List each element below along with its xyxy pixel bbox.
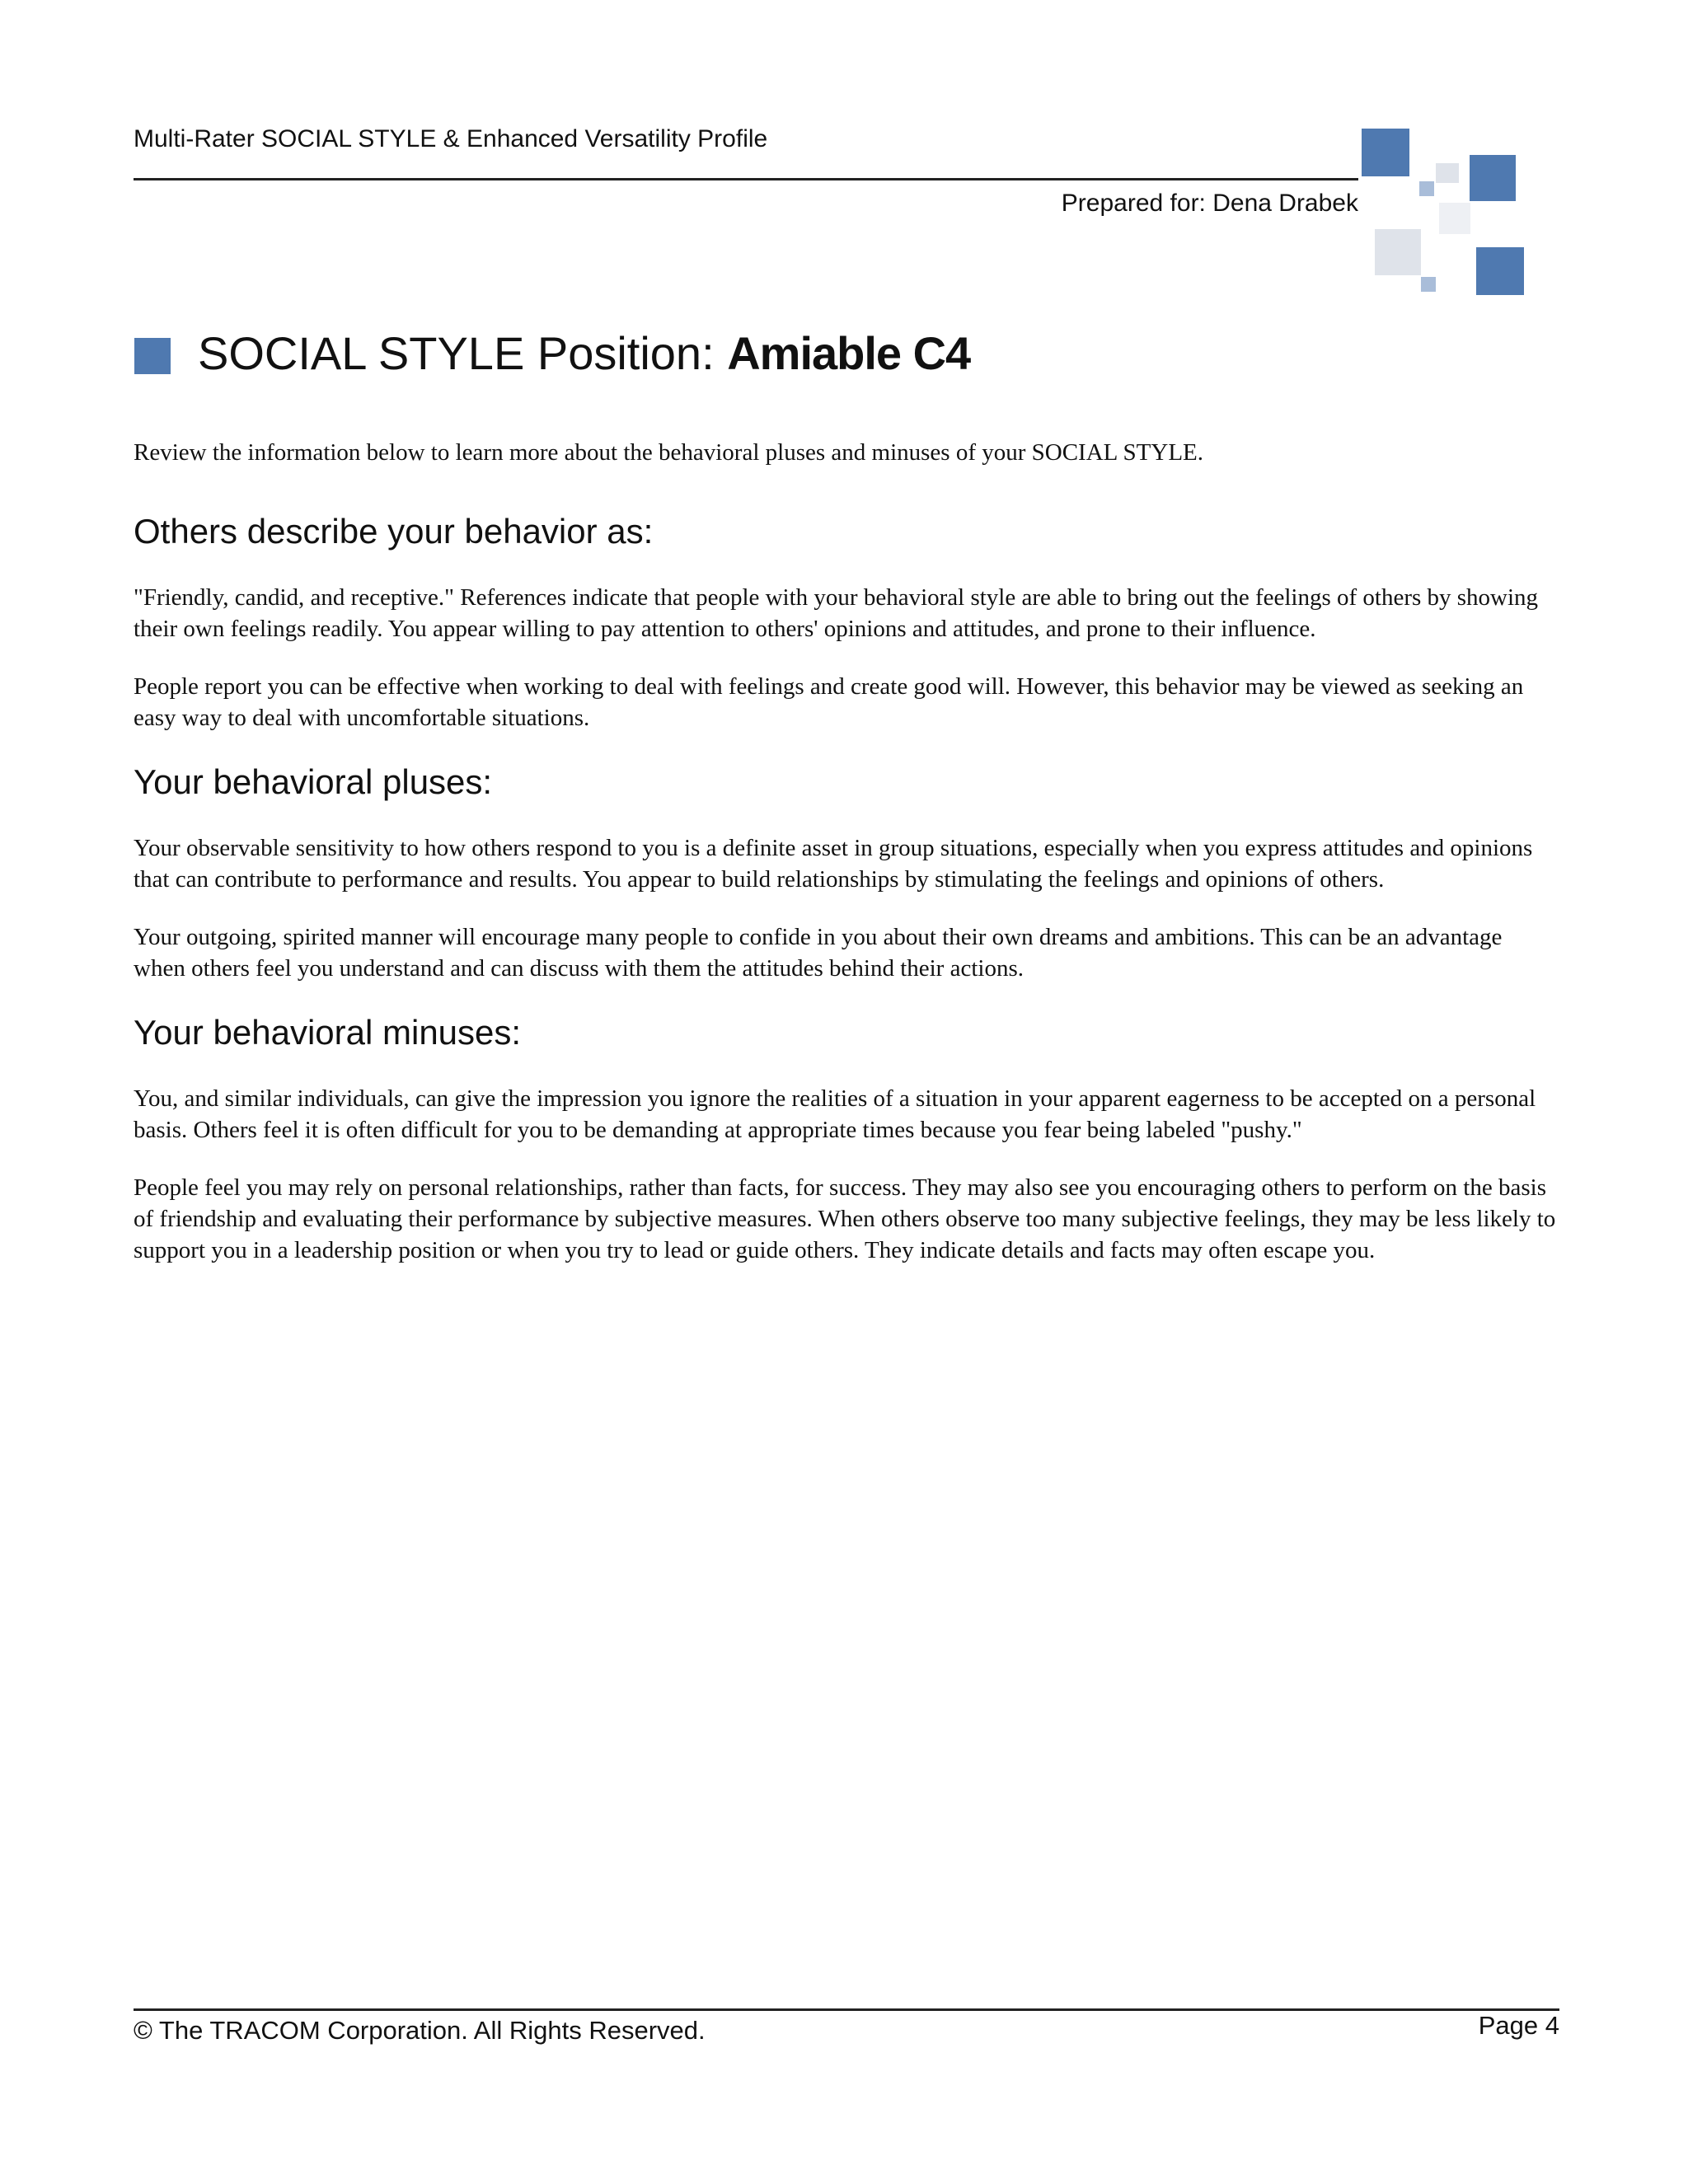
header-title: Multi-Rater SOCIAL STYLE & Enhanced Versatility Profile [134, 125, 768, 152]
page-title [198, 326, 970, 380]
prepared-for: Prepared for: Dena Drabek [1061, 190, 1358, 217]
section-heading: Your behavioral minuses: [134, 1013, 522, 1052]
paragraph: You, and similar individuals, can give the impression you ignore the realities of a situation in your apparent eagerness to be accepted on a personal basis. Others feel it is often difficult for you to be demanding at appropriate times because you fear being labeled "pushy." [134, 1085, 1536, 1143]
logo-square [1419, 181, 1434, 196]
paragraph: People feel you may rely on personal relationships, rather than facts, for success. They may also see you encouraging others to perform on the basis of friendship and evaluating their performance by subjective measures. When others observe too many subjective feelings, they may be less likely to support you in a leadership position or when you try to lead or guide others. They indicate details and facts may often escape you. [134, 1174, 1556, 1263]
brand-squares-logo [1360, 124, 1550, 305]
logo-square [1476, 247, 1524, 295]
paragraph: "Friendly, candid, and receptive." References indicate that people with your behavioral style are able to bring out the feelings of others by showing their own feelings readily. You appear willing to pay attention to others' opinions and attitudes, and prone to their influence. [134, 584, 1539, 642]
page-number: Page 4 [1478, 2011, 1559, 2040]
logo-square [1470, 155, 1516, 201]
page-title-prefix: SOCIAL STYLE Position: [198, 327, 728, 379]
section-heading: Others describe your behavior as: [134, 512, 654, 551]
social-style-value: Amiable C4 [727, 327, 971, 379]
copyright-notice: © The TRACOM Corporation. All Rights Reserved. [134, 2016, 706, 2045]
logo-square [1439, 203, 1470, 234]
footer-rule [134, 2008, 1559, 2011]
logo-square [1421, 277, 1436, 292]
logo-square [1362, 129, 1409, 176]
logo-square [1436, 163, 1459, 183]
intro-text: Review the information below to learn more about the behavioral pluses and minuses of your SOCIAL STYLE. [134, 439, 1204, 466]
section-marker-square [134, 338, 171, 374]
section-behavioral-minuses [134, 1012, 1559, 1266]
section-behavioral-pluses [134, 762, 1559, 984]
paragraph: Your observable sensitivity to how others respond to you is a definite asset in group situations, especially when you express attitudes and opinions that can contribute to performance and results. You appear to build relationships by stimulating the feelings and opinions of others. [134, 835, 1533, 893]
paragraph: People report you can be effective when working to deal with feelings and create good will. However, this behavior may be viewed as seeking an easy way to deal with uncomfortable situations. [134, 673, 1524, 731]
section-others-describe [134, 511, 1559, 733]
header-rule [134, 178, 1358, 180]
logo-square [1375, 229, 1421, 275]
paragraph: Your outgoing, spirited manner will encourage many people to confide in you about their own dreams and ambitions. This can be an advantage when others feel you understand and can discuss with them the attitudes behind their actions. [134, 924, 1503, 982]
section-heading: Your behavioral pluses: [134, 762, 493, 801]
report-body [134, 437, 1559, 1294]
